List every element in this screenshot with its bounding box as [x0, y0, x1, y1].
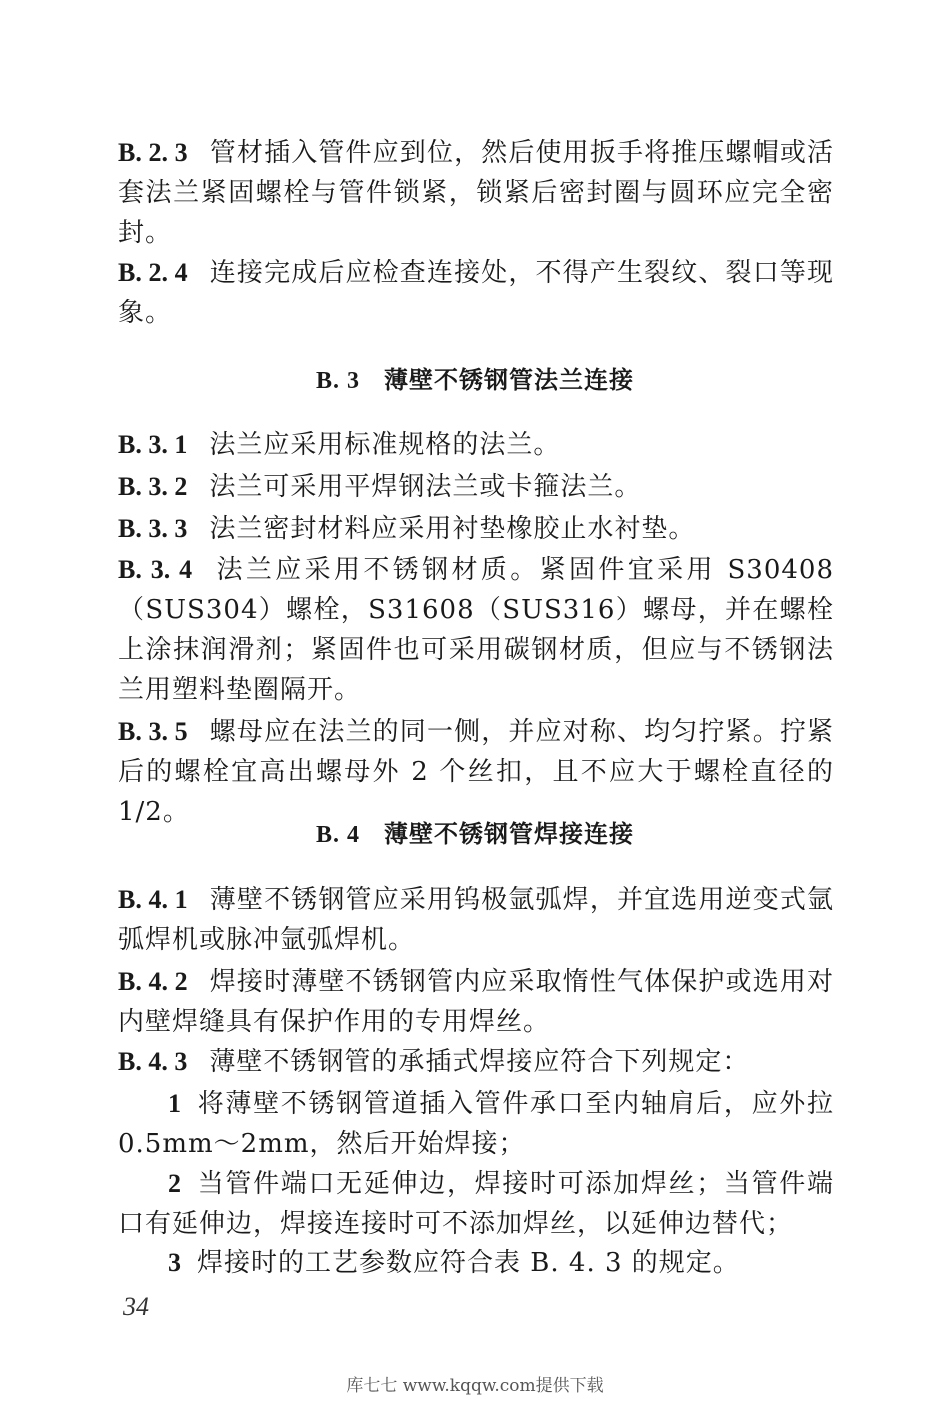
- clause-number: B. 4. 1: [118, 885, 188, 914]
- item-text: 焊接时的工艺参数应符合表 B. 4. 3 的规定。: [197, 1248, 740, 1278]
- clause-text: 法兰应采用不锈钢材质。紧固件宜采用 S30408（SUS304）螺栓，S31608（SUS316）螺母，并在螺栓上涂抹润滑剂；紧固件也可采用碳钢材质，但应与不锈钢法兰用塑料垫圈隔开。: [118, 555, 834, 705]
- list-item: [118, 1164, 834, 1244]
- clause-number: B. 2. 3: [118, 138, 188, 167]
- clause-text: 管材插入管件应到位，然后使用扳手将推压螺帽或活套法兰紧固螺栓与管件锁紧，锁紧后密封圈与圆环应完全密封。: [118, 138, 834, 248]
- clause-text: 法兰应采用标准规格的法兰。: [209, 430, 561, 460]
- clause-text: 焊接时薄壁不锈钢管内应采取惰性气体保护或选用对内壁焊缝具有保护作用的专用焊丝。: [118, 967, 834, 1037]
- clause-b-4-1: [118, 880, 834, 960]
- section-number: B. 3: [315, 368, 360, 394]
- clause-number: B. 4. 3: [118, 1047, 188, 1076]
- item-number: 1: [168, 1089, 181, 1118]
- clause-text: 薄壁不锈钢管应采用钨极氩弧焊，并宜选用逆变式氩弧焊机或脉冲氩弧焊机。: [118, 885, 834, 955]
- section-number: B. 4: [315, 822, 360, 848]
- clause-number: B. 2. 4: [118, 258, 188, 287]
- clause-b-3-2: [118, 467, 834, 507]
- watermark-text: 库七七 www.kqqw.com提供下载: [346, 1376, 604, 1396]
- clause-text: 连接完成后应检查连接处，不得产生裂纹、裂口等现象。: [118, 258, 834, 328]
- clause-number: B. 3. 2: [118, 472, 188, 501]
- section-heading-b-4: [0, 818, 950, 851]
- section-heading-b-3: [0, 364, 950, 397]
- page-number: 34: [123, 1292, 149, 1321]
- clause-number: B. 3. 1: [118, 430, 188, 459]
- clause-b-4-2: [118, 962, 834, 1042]
- clause-text: 螺母应在法兰的同一侧，并应对称、均匀拧紧。拧紧后的螺栓宜高出螺母外 2 个丝扣，且不应大于螺栓直径的 1/2。: [118, 717, 834, 827]
- section-title: 薄壁不锈钢管法兰连接: [384, 366, 634, 394]
- list-item: [118, 1243, 834, 1283]
- clause-b-3-1: [118, 425, 834, 465]
- item-text: 将薄壁不锈钢管道插入管件承口至内轴肩后，应外拉 0.5mm～2mm，然后开始焊接；: [118, 1089, 834, 1159]
- clause-b-3-3: [118, 509, 834, 549]
- clause-text: 法兰可采用平焊钢法兰或卡箍法兰。: [209, 472, 642, 502]
- clause-text: 薄壁不锈钢管的承插式焊接应符合下列规定：: [209, 1047, 750, 1077]
- clause-b-4-3: [118, 1042, 834, 1082]
- clause-b-3-5: [118, 712, 834, 832]
- clause-number: B. 4. 2: [118, 967, 188, 996]
- clause-b-2-4: [118, 253, 834, 333]
- section-title: 薄壁不锈钢管焊接连接: [384, 820, 634, 848]
- clause-b-2-3: [118, 133, 834, 253]
- item-number: 3: [168, 1248, 181, 1277]
- item-text: 当管件端口无延伸边，焊接时可添加焊丝；当管件端口有延伸边，焊接连接时可不添加焊丝，以延伸边替代；: [118, 1169, 834, 1239]
- list-item: [118, 1084, 834, 1164]
- clause-number: B. 3. 5: [118, 717, 188, 746]
- item-number: 2: [168, 1169, 181, 1198]
- clause-number: B. 3. 4: [118, 555, 193, 584]
- clause-b-3-4: [118, 550, 834, 710]
- clause-number: B. 3. 3: [118, 514, 188, 543]
- clause-text: 法兰密封材料应采用衬垫橡胶止水衬垫。: [209, 514, 696, 544]
